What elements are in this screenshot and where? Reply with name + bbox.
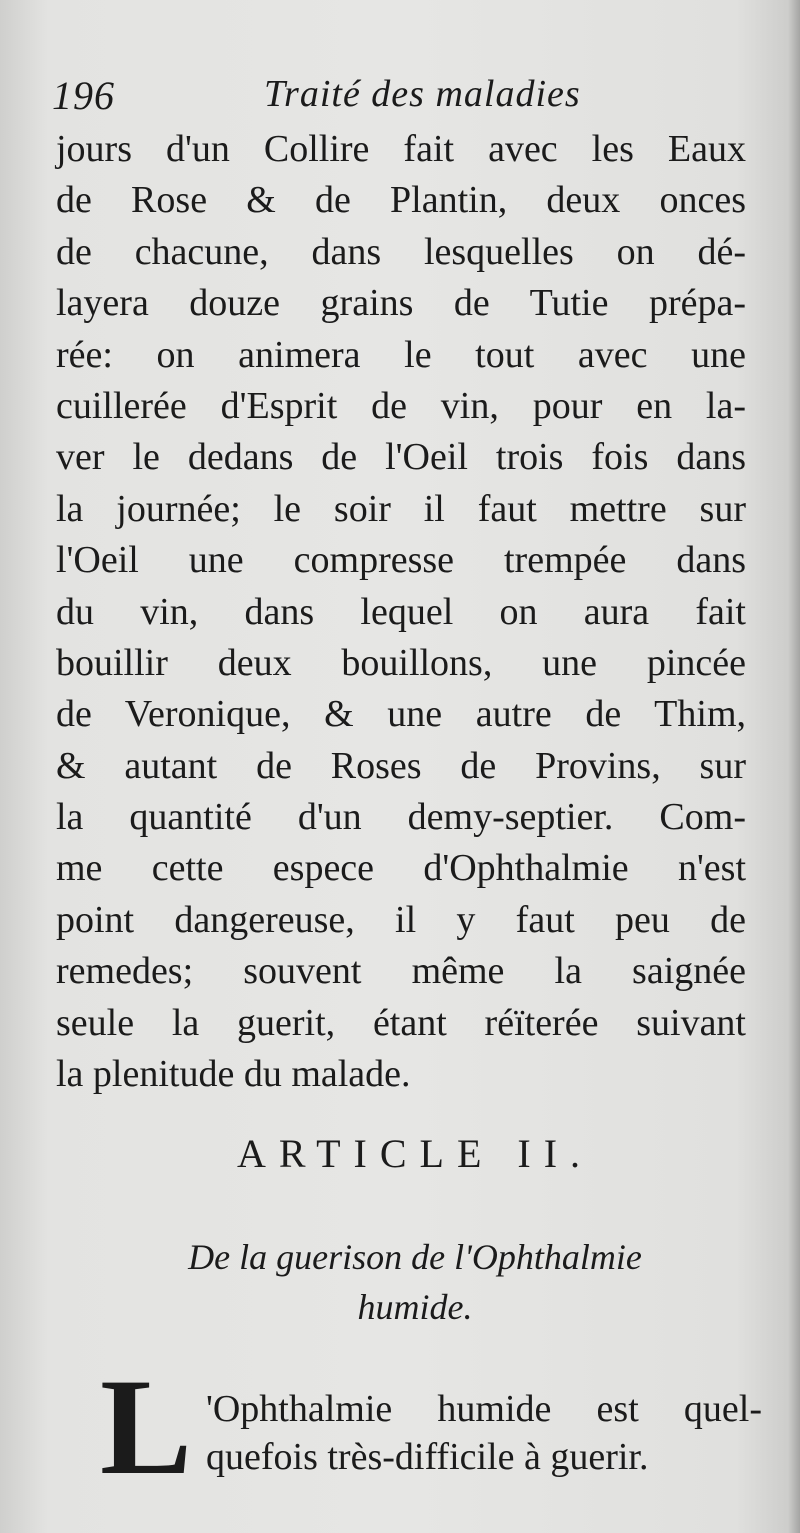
page-number: 196 [52, 73, 115, 118]
drop-cap: L [100, 1350, 193, 1503]
text-line: point dangereuse, il y faut peu de [56, 898, 746, 941]
body-paragraph [56, 124, 746, 1100]
text-line: 'Ophthalmie humide est quel- [206, 1388, 762, 1430]
text-line: seule la guerit, étant réïterée suivant [56, 1001, 746, 1044]
text-line: bouillir deux bouillons, une pincée [56, 641, 746, 684]
text-line: la quantité d'un demy-septier. Com- [56, 796, 746, 839]
article-subtitle [0, 1232, 800, 1332]
text-line: jours d'un Collire fait avec les Eaux [56, 128, 746, 170]
subtitle-line-2: humide. [357, 1287, 473, 1327]
text-line: remedes; souvent même la saignée [56, 950, 746, 993]
text-line: & autant de Roses de Provins, sur [56, 744, 746, 787]
text-line: layera douze grains de Tutie prépa- [56, 282, 746, 325]
final-paragraph [206, 1385, 762, 1481]
article-heading: ARTICLE II. [236, 1131, 594, 1176]
running-head [52, 72, 742, 122]
text-line: de Rose & de Plantin, deux onces [56, 179, 746, 222]
text-line: l'Oeil une compresse trempée dans [56, 539, 746, 582]
text-line: ver le dedans de l'Oeil trois fois dans [56, 436, 746, 479]
text-line: la journée; le soir il faut mettre sur [56, 487, 746, 530]
text-line: rée: on animera le tout avec une [56, 333, 746, 376]
running-title: Traité des maladies [264, 73, 581, 115]
text-line-last: quefois très-difficile à guerir. [206, 1436, 649, 1478]
text-line: du vin, dans lequel on aura fait [56, 590, 746, 633]
text-line-last: la plenitude du malade. [56, 1053, 411, 1096]
text-line: de Veronique, & une autre de Thim, [56, 693, 746, 736]
subtitle-line-1: De la guerison de l'Ophthalmie [188, 1237, 642, 1277]
text-line: de chacune, dans lesquelles on dé- [56, 230, 746, 273]
text-line: me cette espece d'Ophthalmie n'est [56, 847, 746, 890]
text-line: cuillerée d'Esprit de vin, pour en la- [56, 384, 746, 427]
